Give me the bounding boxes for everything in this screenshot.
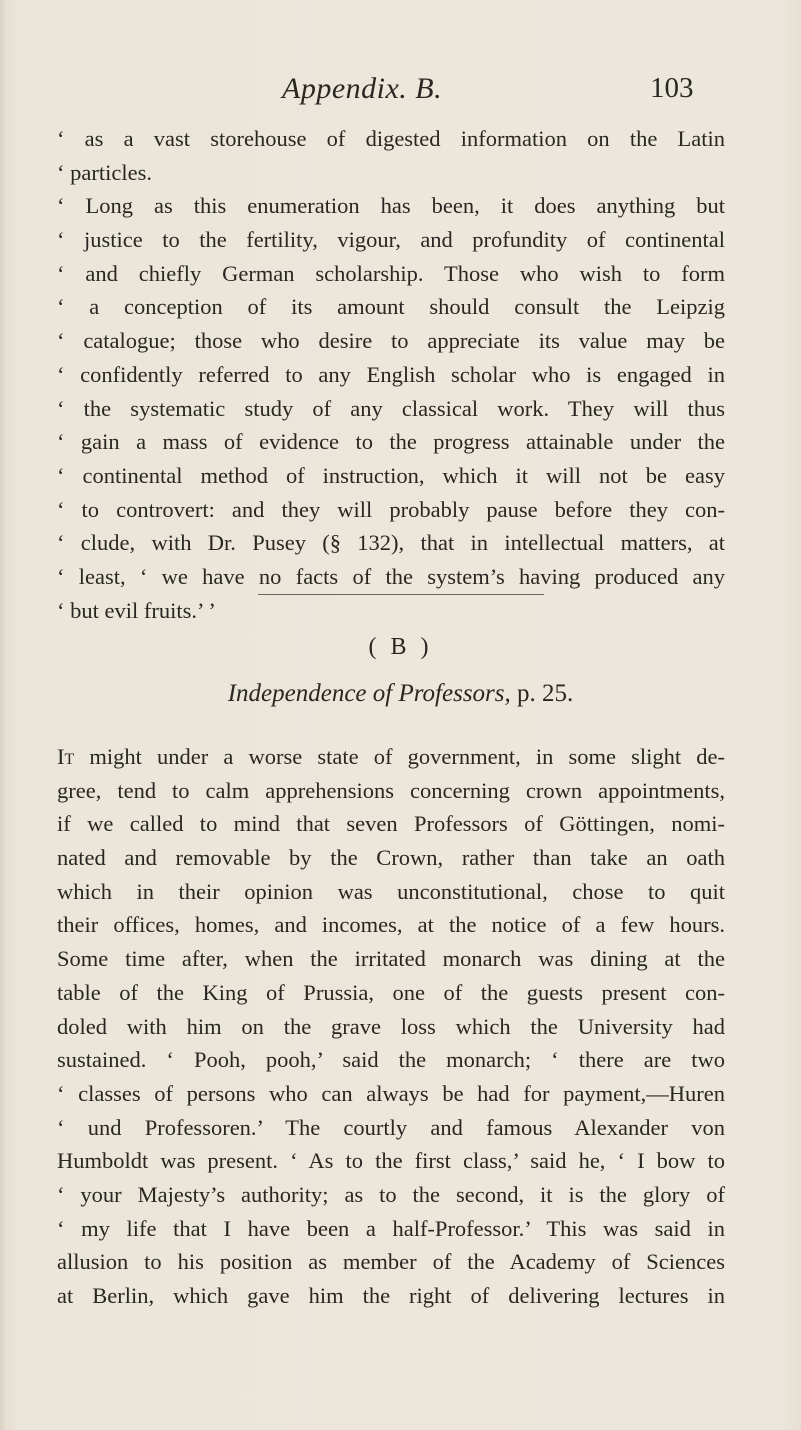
section-mark: ( B ) — [368, 634, 433, 660]
text-line: ‘ the systematic study of any classical work. They will thus — [57, 395, 725, 421]
text-line: It might under a worse state of government, in some slight de- — [57, 744, 725, 769]
page-header — [0, 72, 801, 116]
text-line: ‘ a conception of its amount should consult the Leipzig — [57, 294, 725, 320]
text-line: ‘ continental method of instruction, which it will not be easy — [57, 462, 725, 488]
text-line: ‘ confidently referred to any English scholar who is engaged in — [57, 361, 725, 387]
text-line: ‘ least, ‘ we have no facts of the system’s having produced any — [57, 563, 725, 589]
text-line: gree, tend to calm apprehensions concerning crown appointments, — [57, 777, 725, 803]
text-line: ‘ justice to the fertility, vigour, and profundity of continental — [57, 227, 725, 253]
text-line: ‘ to controvert: and they will probably pause before they con- — [57, 496, 725, 522]
section-title-italic: Independence of Professors, — [227, 680, 511, 707]
text-line: ‘ clude, with Dr. Pusey (§ 132), that in intellectual matters, at — [57, 530, 725, 556]
text-line: doled with him on the grave loss which the University had — [57, 1013, 725, 1039]
section-divider — [258, 594, 544, 595]
opening-word: It — [57, 744, 75, 769]
text-line: ‘ gain a mass of evidence to the progress attainable under the — [57, 429, 725, 455]
text-line: ‘ my life that I have been a half-Professor.’ This was said in — [57, 1215, 725, 1241]
quotation-paragraph — [57, 122, 725, 627]
section-title-reference: p. 25. — [510, 680, 574, 707]
text-line: ‘ Long as this enumeration has been, it does anything but — [57, 193, 725, 219]
text-line: ‘ und Professoren.’ The courtly and famous Alexander von — [57, 1114, 725, 1140]
running-title: Appendix. B. — [282, 72, 443, 105]
text-line: at Berlin, which gave him the right of delivering lectures in — [57, 1283, 725, 1308]
text-line: ‘ particles. — [57, 159, 152, 185]
text-line: ‘ classes of persons who can always be had for payment,—Huren — [57, 1080, 725, 1106]
text-line: ‘ catalogue; those who desire to appreciate its value may be — [57, 328, 725, 354]
body-paragraph — [57, 740, 725, 1313]
text-line: Some time after, when the irritated monarch was dining at the — [57, 946, 725, 972]
text-line: ‘ and chiefly German scholarship. Those who wish to form — [57, 260, 725, 286]
text-line: which in their opinion was unconstitutional, chose to quit — [57, 878, 725, 904]
page-number: 103 — [650, 72, 694, 104]
text-line: their offices, homes, and incomes, at the notice of a few hours. — [57, 912, 725, 938]
section-title — [0, 680, 801, 708]
text-line: nated and removable by the Crown, rather than take an oath — [57, 845, 725, 871]
text-line: if we called to mind that seven Professors of Göttingen, nomi- — [57, 811, 725, 837]
text-line: table of the King of Prussia, one of the guests present con- — [57, 979, 725, 1005]
text-line: Humboldt was present. ‘ As to the first class,’ said he, ‘ I bow to — [57, 1148, 725, 1174]
text-line: allusion to his position as member of the Academy of Sciences — [57, 1249, 725, 1275]
text-line: ‘ but evil fruits.’ ’ — [57, 597, 216, 623]
text-line: sustained. ‘ Pooh, pooh,’ said the monarch; ‘ there are two — [57, 1047, 725, 1073]
text-line: ‘ your Majesty’s authority; as to the second, it is the glory of — [57, 1181, 725, 1207]
text-line: ‘ as a vast storehouse of digested information on the Latin — [57, 126, 725, 151]
